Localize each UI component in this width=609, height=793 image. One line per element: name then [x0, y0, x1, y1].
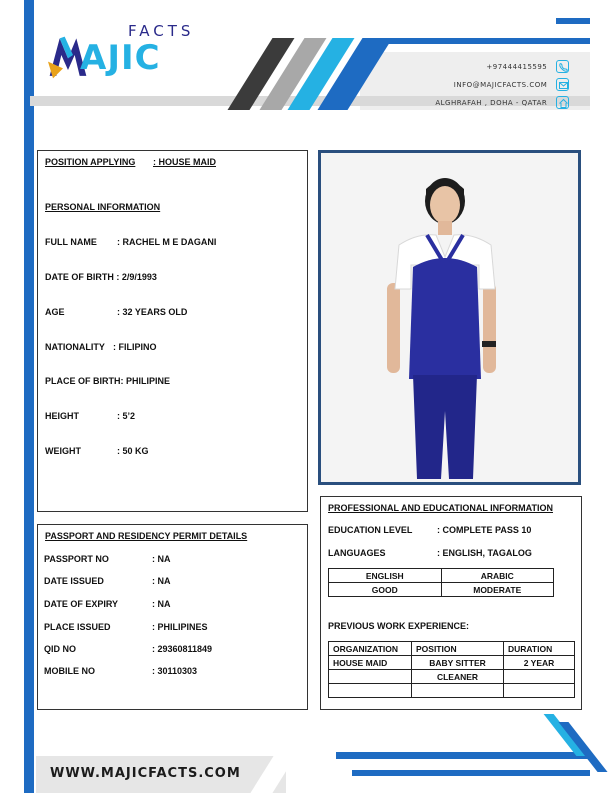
footer-website[interactable]: WWW.MAJICFACTS.COM — [50, 766, 241, 781]
footer-blue-bar — [336, 752, 590, 759]
email-text: INFO@MAJICFACTS.COM — [453, 80, 548, 89]
education-level-label: EDUCATION LEVEL — [328, 525, 413, 535]
qid-no-label: QID NO — [44, 644, 77, 654]
majic-facts-logo — [40, 20, 200, 90]
place-of-birth-label: PLACE OF BIRTH: PHILIPINE — [45, 376, 171, 386]
weight-value: : 50 KG — [117, 446, 149, 456]
position-header: POSITION — [412, 642, 504, 656]
work-experience-title: PREVIOUS WORK EXPERIENCE: — [328, 621, 470, 631]
phone-icon — [556, 60, 569, 73]
experience-organization — [329, 684, 412, 698]
logo-majic-text: AJIC — [80, 38, 161, 78]
education-level-value: : COMPLETE PASS 10 — [437, 525, 532, 535]
organization-header: ORGANIZATION — [329, 642, 412, 656]
work-experience-table — [328, 641, 575, 698]
mobile-no-label: MOBILE NO — [44, 666, 95, 676]
left-accent-strip — [24, 0, 34, 793]
experience-position: CLEANER — [412, 670, 504, 684]
place-issued-value: : PHILIPINES — [152, 622, 208, 632]
position-applying-value: : HOUSE MAID — [153, 157, 216, 167]
date-issued-label: DATE ISSUED — [44, 576, 104, 586]
qid-no-value: : 29360811849 — [152, 644, 213, 654]
duration-header: DURATION — [504, 642, 575, 656]
contact-email — [369, 78, 569, 91]
experience-position — [412, 684, 504, 698]
phone-text: +97444415595 — [486, 62, 548, 71]
footer-stripe — [558, 722, 607, 772]
dob-label: DATE OF BIRTH : 2/9/1993 — [45, 272, 157, 282]
experience-row — [329, 670, 575, 684]
date-of-expiry-label: DATE OF EXPIRY — [44, 599, 119, 609]
education-section-title: PROFESSIONAL AND EDUCATIONAL INFORMATION — [328, 503, 553, 513]
age-value: : 32 YEARS OLD — [117, 307, 188, 317]
passport-no-label: PASSPORT NO — [44, 554, 109, 564]
contact-phone — [369, 60, 569, 73]
height-label: HEIGHT — [45, 411, 80, 421]
applicant-photo — [318, 150, 581, 485]
experience-duration — [504, 670, 575, 684]
footer-blue-bar-lower — [352, 770, 590, 776]
date-of-expiry-value: : NA — [152, 599, 171, 609]
nationality-label: NATIONALITY — [45, 342, 105, 352]
header-corner-bar — [556, 18, 590, 24]
email-icon — [556, 78, 569, 91]
language-arabic-header: ARABIC — [441, 569, 554, 583]
language-english-header: ENGLISH — [329, 569, 442, 583]
experience-row — [329, 656, 575, 670]
experience-duration — [504, 684, 575, 698]
languages-label: LANGUAGES — [328, 548, 386, 558]
position-applying-label: POSITION APPLYING — [45, 157, 136, 167]
experience-organization — [329, 670, 412, 684]
logo-facts-text: FACTS — [128, 22, 195, 40]
experience-header-row — [329, 642, 575, 656]
address-text: ALGHRAFAH , DOHA - QATAR — [435, 98, 548, 107]
age-label: AGE — [45, 307, 65, 317]
date-issued-value: : NA — [152, 576, 171, 586]
full-name-label: FULL NAME — [45, 237, 97, 247]
experience-row — [329, 684, 575, 698]
applicant-photo-illustration — [321, 153, 578, 482]
home-icon — [556, 96, 569, 109]
experience-position: BABY SITTER — [412, 656, 504, 670]
language-table-row — [329, 583, 554, 597]
language-table-header-row — [329, 569, 554, 583]
language-table — [328, 568, 554, 597]
place-issued-label: PLACE ISSUED — [44, 622, 111, 632]
height-value: : 5’2 — [117, 411, 136, 421]
weight-label: WEIGHT — [45, 446, 81, 456]
personal-info-title: PERSONAL INFORMATION — [45, 202, 161, 212]
header-top-bar — [368, 38, 590, 44]
languages-value: : ENGLISH, TAGALOG — [437, 548, 532, 558]
full-name-value: : RACHEL M E DAGANI — [117, 237, 217, 247]
passport-section-title: PASSPORT AND RESIDENCY PERMIT DETAILS — [45, 531, 248, 541]
contact-address — [369, 96, 569, 109]
mobile-no-value: : 30110303 — [152, 666, 198, 676]
passport-details-box — [37, 524, 308, 710]
nationality-value: : FILIPINO — [113, 342, 157, 352]
passport-no-value: : NA — [152, 554, 171, 564]
language-arabic-level: MODERATE — [441, 583, 554, 597]
experience-organization: HOUSE MAID — [329, 656, 412, 670]
language-english-level: GOOD — [329, 583, 442, 597]
experience-duration: 2 YEAR — [504, 656, 575, 670]
